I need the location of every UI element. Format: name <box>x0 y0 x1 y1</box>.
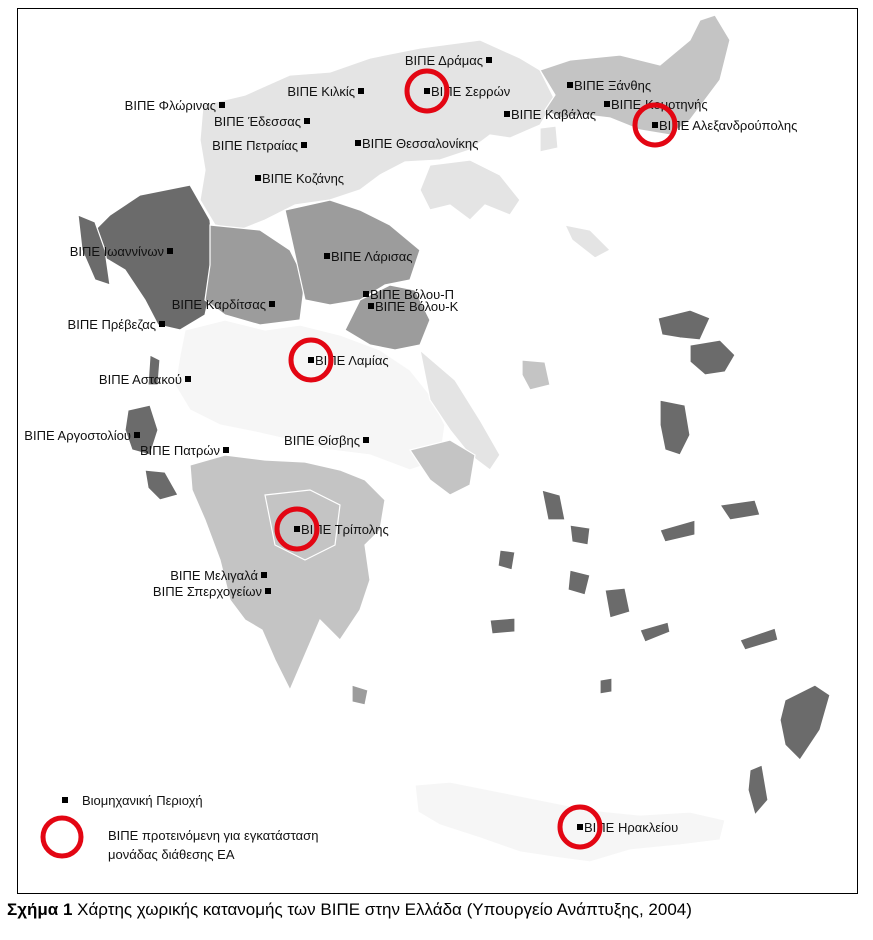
marker-volos_p <box>363 291 369 297</box>
label-xanthi: ΒΙΠΕ Ξάνθης <box>574 78 652 93</box>
region-skyros <box>522 360 550 390</box>
legend-square-icon <box>62 797 68 803</box>
label-volos_p: ΒΙΠΕ Βόλου-Π <box>370 287 454 302</box>
marker-astakos <box>185 376 191 382</box>
marker-argostoli <box>134 432 140 438</box>
legend-ring-icon <box>43 818 81 856</box>
label-komotini: ΒΙΠΕ Κομοτηνής <box>611 97 708 112</box>
label-alexandroupoli: ΒΙΠΕ Αλεξανδρούπολης <box>659 118 798 133</box>
marker-patra <box>223 447 229 453</box>
region-crete <box>415 782 725 862</box>
region-zakynthos <box>145 470 178 500</box>
marker-florina <box>219 102 225 108</box>
label-patra: ΒΙΠΕ Πατρών <box>139 443 220 458</box>
figure-caption <box>7 900 692 920</box>
marker-alexandroupoli <box>652 122 658 128</box>
label-larisa: ΒΙΠΕ Λάρισας <box>331 249 413 264</box>
region-thassos <box>540 126 558 152</box>
legend-proposed-label-line1: ΒΙΠΕ προτεινόμενη για εγκατάσταση <box>108 828 319 843</box>
region-amorgos <box>640 622 670 642</box>
region-ikaria <box>660 520 695 542</box>
region-paros <box>568 570 590 595</box>
legend-industrial-area-label: Βιομηχανική Περιοχή <box>82 793 203 808</box>
marker-serres <box>424 88 430 94</box>
marker-drama <box>486 57 492 63</box>
marker-lamia <box>308 357 314 363</box>
region-santorini <box>600 678 612 694</box>
region-cyclades-west <box>498 550 515 570</box>
marker-komotini <box>604 101 610 107</box>
label-thessaloniki: ΒΙΠΕ Θεσσαλονίκης <box>362 136 479 151</box>
region-athos <box>565 225 610 258</box>
region-karpathos <box>748 765 768 815</box>
label-karditsa: ΒΙΠΕ Καρδίτσας <box>171 297 266 312</box>
region-andros <box>542 490 565 520</box>
marker-ioannina <box>167 248 173 254</box>
marker-kozani <box>255 175 261 181</box>
label-astakos: ΒΙΠΕ Αστακού <box>98 372 182 387</box>
label-tripoli: ΒΙΠΕ Τρίπολης <box>301 522 389 537</box>
label-drama: ΒΙΠΕ Δράμας <box>404 53 483 68</box>
label-petraia: ΒΙΠΕ Πετραίας <box>212 138 298 153</box>
marker-sperchogeia <box>265 588 271 594</box>
label-kavala: ΒΙΠΕ Καβάλας <box>511 107 597 122</box>
label-kilkis: ΒΙΠΕ Κιλκίς <box>287 84 355 99</box>
marker-meligalas <box>261 572 267 578</box>
marker-preveza <box>159 321 165 327</box>
label-irakleio: ΒΙΠΕ Ηρακλείου <box>584 820 679 835</box>
marker-kavala <box>504 111 510 117</box>
region-samos <box>720 500 760 520</box>
marker-petraia <box>301 142 307 148</box>
marker-larisa <box>324 253 330 259</box>
region-kos <box>740 628 778 650</box>
label-argostoli: ΒΙΠΕ Αργοστολίου <box>24 428 131 443</box>
region-chalkidiki <box>420 160 520 220</box>
region-chios <box>660 400 690 455</box>
marker-kilkis <box>358 88 364 94</box>
marker-edessa <box>304 118 310 124</box>
marker-tripoli <box>294 526 300 532</box>
label-florina: ΒΙΠΕ Φλώρινας <box>124 98 216 113</box>
label-lamia: ΒΙΠΕ Λαμίας <box>315 353 389 368</box>
marker-irakleio <box>577 824 583 830</box>
region-rhodes <box>780 685 830 760</box>
caption-text: Χάρτης χωρικής κατανομής των ΒΙΠΕ στην Ελλάδα (Υπουργείο Ανάπτυξης, 2004) <box>72 900 692 919</box>
marker-volos_k <box>368 303 374 309</box>
region-lemnos <box>658 310 710 340</box>
label-volos_k: ΒΙΠΕ Βόλου-Κ <box>375 299 459 314</box>
region-kythira <box>352 685 368 705</box>
marker-xanthi <box>567 82 573 88</box>
label-edessa: ΒΙΠΕ Έδεσσας <box>213 114 301 129</box>
label-sperchogeia: ΒΙΠΕ Σπερχογείων <box>152 584 262 599</box>
marker-thessaloniki <box>355 140 361 146</box>
label-meligalas: ΒΙΠΕ Μελιγαλά <box>170 568 258 583</box>
label-preveza: ΒΙΠΕ Πρέβεζας <box>67 317 156 332</box>
legend-proposed-label-line2: μονάδας διάθεσης ΕΑ <box>108 847 235 862</box>
region-tinos <box>570 525 590 545</box>
region-naxos <box>605 588 630 618</box>
marker-thiva <box>363 437 369 443</box>
label-ioannina: ΒΙΠΕ Ιωαννίνων <box>69 244 164 259</box>
caption-prefix: Σχήμα 1 <box>7 900 73 919</box>
region-lesvos <box>690 340 735 375</box>
region-milos <box>490 618 515 634</box>
label-kozani: ΒΙΠΕ Κοζάνης <box>262 171 345 186</box>
label-serres: ΒΙΠΕ Σερρών <box>431 84 511 99</box>
marker-karditsa <box>269 301 275 307</box>
label-thiva: ΒΙΠΕ Θίσβης <box>284 433 360 448</box>
